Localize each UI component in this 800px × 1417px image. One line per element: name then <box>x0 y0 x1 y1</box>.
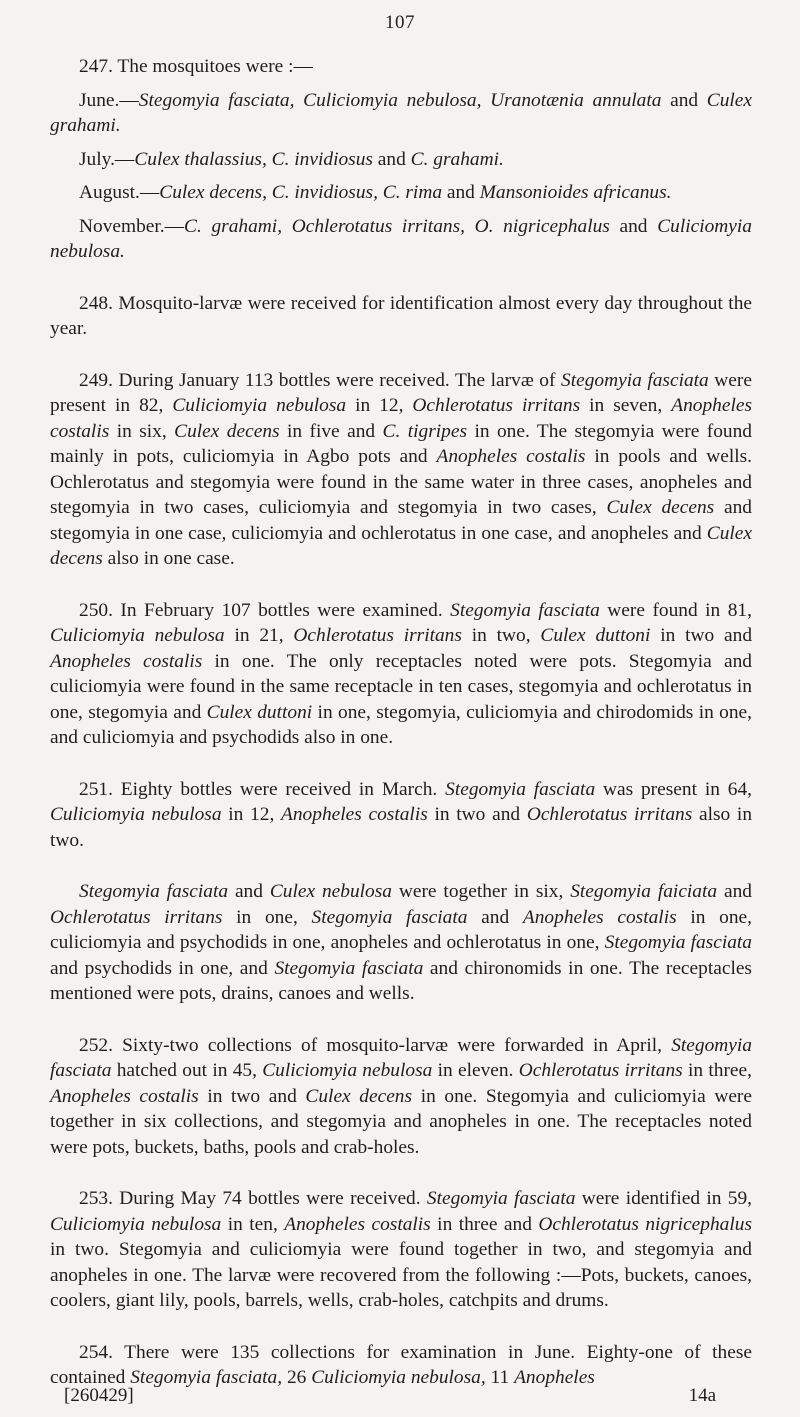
text-run: 252. Sixty-two collections of mosquito-larvæ were forwarded in April, <box>79 1034 672 1056</box>
species-name: Stegomyia fasciata <box>426 1188 576 1209</box>
species-name: Culiciomyia nebulosa <box>50 1213 222 1235</box>
page-number: 107 <box>385 12 415 33</box>
text-run: and <box>228 881 270 902</box>
species-name: Anopheles costalis <box>50 1085 199 1107</box>
species-name: Stegomyia fasciata, <box>130 1367 283 1388</box>
species-name: Ochlerotatus irritans <box>412 395 581 416</box>
paragraph-p247-november <box>50 214 752 265</box>
paragraph-p247-july <box>50 147 752 173</box>
text-run: in two. Stegomyia and culiciomyia were found together in two, and stegomyia and anopheles in one. The larvæ were recovered from the following :—Pots, buckets, canoes, coolers, giant lily, pools, barrels, wells, crab-holes, catchpits and drums. <box>50 1239 752 1311</box>
species-name: Anopheles costalis <box>436 446 586 467</box>
species-name: Culiciomyia nebulosa. <box>50 215 752 262</box>
species-name: Stegomyia fasciata <box>445 778 596 800</box>
paragraph-p247 <box>50 54 752 80</box>
text-run: 11 <box>485 1367 515 1388</box>
species-name: Mansonioides africanus. <box>479 182 672 203</box>
species-name: Culex duttoni <box>206 701 313 723</box>
paragraph-p254 <box>50 1340 752 1391</box>
paragraph-p247-august <box>50 180 752 206</box>
species-name: Culiciomyia nebulosa, <box>311 1367 486 1388</box>
species-name: Ochlerotatus irritans <box>518 1060 683 1081</box>
text-run: 248. Mosquito-larvæ were received for identification almost every day throughout the year. <box>50 292 752 339</box>
text-run: were identified in 59, <box>575 1188 752 1209</box>
text-run: in pools and wells. Ochlerotatus and stegomyia were found in the same water in three cases, anopheles and stegomyia in two cases, culiciomyia and stegomyia in two cases, <box>50 446 752 518</box>
text-run: in one, <box>222 906 312 928</box>
text-run: in 21, <box>224 625 294 646</box>
text-run: in three and <box>430 1213 539 1235</box>
text-run: July.— <box>79 148 135 170</box>
text-run: and <box>609 215 658 237</box>
species-name: Culex decens <box>174 420 280 442</box>
text-run: 253. During May 74 bottles were received. <box>79 1188 427 1209</box>
species-name: Ochlerotatus nigricephalus <box>538 1213 752 1235</box>
species-name: Culex duttoni <box>540 625 651 646</box>
text-run: 247. The mosquitoes were :— <box>79 56 313 77</box>
text-run: and <box>467 906 523 928</box>
species-name: Culex decens, C. invidiosus, C. rima <box>159 182 443 203</box>
species-name: Culex decens <box>606 497 715 518</box>
species-name: Culiciomyia nebulosa <box>50 625 225 646</box>
paragraph-p252 <box>50 1033 752 1161</box>
text-run: in three, <box>682 1060 752 1081</box>
species-name: C. tigripes <box>382 420 468 442</box>
species-name: Ochlerotatus irritans <box>293 625 462 646</box>
paragraph-p250 <box>50 598 752 751</box>
print-code: [260429] <box>64 1385 134 1406</box>
text-run: also in two. <box>50 804 753 851</box>
species-name: Culex decens <box>50 522 752 569</box>
species-name: Stegomyia fasciata <box>50 1034 752 1081</box>
text-run: in 12, <box>221 804 282 825</box>
text-run: November.— <box>79 215 185 237</box>
text-run: in one. The stegomyia were found mainly in pots, culiciomyia in Agbo pots and <box>50 420 752 467</box>
species-name: C. grahami. <box>410 148 504 170</box>
text-run: in ten, <box>221 1213 285 1235</box>
paragraph-p247-june <box>50 88 752 139</box>
text-run: in 12, <box>346 395 413 416</box>
species-name: Culiciomyia nebulosa <box>172 395 347 416</box>
species-name: Anopheles costalis <box>281 804 428 825</box>
text-run: in one, culiciomyia and psychodids in one, anopheles and ochlerotatus in one, <box>50 906 753 953</box>
text-run: 249. During January 113 bottles were received. The larvæ of <box>79 369 562 391</box>
signature-mark: 14a <box>688 1385 716 1406</box>
species-name: Stegomyia fasciata, Culiciomyia nebulosa, Uranotænia annulata <box>138 89 662 111</box>
species-name: Anopheles costalis <box>50 395 752 442</box>
text-run: 26 <box>282 1367 312 1388</box>
species-name: C. grahami, Ochlerotatus irritans, O. nigricephalus <box>184 215 610 237</box>
species-name: Stegomyia fasciata <box>561 369 709 391</box>
text-run: in one. The only receptacles noted were pots. Stegomyia and culiciomyia were found in the same receptacle in ten cases, stegomyia and ochlerotatus in one, stegomyia and <box>50 650 752 723</box>
text-run: in one. Stegomyia and culiciomyia were together in six collections, and stegomyia and anopheles in one. The receptacles noted were pots, buckets, baths, pools and crab-holes. <box>50 1085 752 1158</box>
text-run: and chironomids in one. The receptacles mentioned were pots, drains, canoes and wells. <box>50 957 752 1004</box>
species-name: Anopheles costalis <box>284 1213 431 1235</box>
text-run: August.— <box>79 182 160 203</box>
species-name: Culiciomyia nebulosa <box>50 804 222 825</box>
text-run: in eleven. <box>432 1060 519 1081</box>
species-name: Stegomyia fasciata <box>450 599 600 621</box>
page-footer <box>50 1385 752 1407</box>
species-name: Culex thalassius, C. invidiosus <box>134 148 373 170</box>
text-run: also in one case. <box>102 548 235 569</box>
text-run: and psychodids in one, and <box>50 957 275 979</box>
species-name: Culiciomyia nebulosa <box>262 1060 433 1081</box>
text-run: hatched out in 45, <box>111 1060 263 1081</box>
species-name: Stegomyia fasciata <box>274 957 424 979</box>
text-run: 251. Eighty bottles were received in March. <box>79 778 446 800</box>
report-body <box>50 54 752 1391</box>
text-run: June.— <box>79 89 139 111</box>
text-run: in six, <box>109 420 175 442</box>
text-run: were found in 81, <box>599 599 752 621</box>
text-run: and <box>372 148 411 170</box>
paragraph-p251-cont <box>50 879 752 1007</box>
text-run: and <box>442 182 480 203</box>
species-name: Stegomyia faiciata <box>570 881 718 902</box>
text-run: 254. There were 135 collections for examination in June. Eighty-one of these contained <box>50 1341 752 1388</box>
text-run: and <box>717 881 752 902</box>
text-run: in two and <box>650 625 753 646</box>
species-name: Culex grahami. <box>50 89 752 136</box>
text-run: and stegomyia in one case, culiciomyia and ochlerotatus in one case, and anopheles and <box>50 497 752 544</box>
text-run: was present in 64, <box>595 778 752 800</box>
text-run: were present in 82, <box>50 369 752 416</box>
species-name: Anopheles costalis <box>522 906 677 928</box>
text-run: in two and <box>198 1085 306 1107</box>
species-name: Ochlerotatus irritans <box>526 804 693 825</box>
text-run: and <box>661 89 707 111</box>
species-name: Anopheles costalis <box>50 650 203 672</box>
species-name: Culex nebulosa <box>269 881 392 902</box>
species-name: Anopheles <box>514 1367 595 1388</box>
paragraph-p249 <box>50 368 752 572</box>
species-name: Ochlerotatus irritans <box>50 906 223 928</box>
text-run: 250. In February 107 bottles were examined. <box>79 599 451 621</box>
text-run: in one, stegomyia, culiciomyia and chirodomids in one, and culiciomyia and psychodids also in one. <box>50 701 752 748</box>
text-run: in two and <box>427 804 527 825</box>
paragraph-p251 <box>50 777 752 854</box>
text-run: in two, <box>461 625 541 646</box>
species-name: Stegomyia fasciata <box>604 932 752 953</box>
species-name: Culex decens <box>305 1085 413 1107</box>
text-run: were together in six, <box>391 881 571 902</box>
species-name: Stegomyia fasciata <box>311 906 468 928</box>
text-run: in seven, <box>580 395 672 416</box>
paragraph-p248 <box>50 291 752 342</box>
species-name: Stegomyia fasciata <box>79 881 229 902</box>
text-run: in five and <box>279 420 383 442</box>
paragraph-p253 <box>50 1186 752 1314</box>
